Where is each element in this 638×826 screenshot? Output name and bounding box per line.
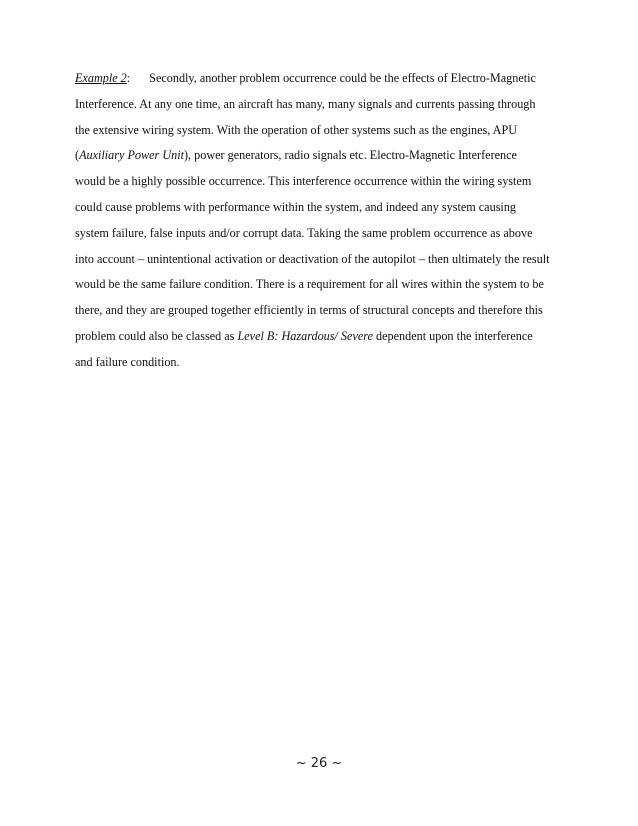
paragraph-line-7: system failure, false inputs and/or corrupt data. Taking the same problem occurrence as above [75,225,533,240]
example-label-colon: : [126,71,131,85]
paragraph-line-8: into account – unintentional activation or deactivation of the autopilot – then ultimately the result [75,251,550,266]
paragraph-line-5: would be a highly possible occurrence. This interference occurrence within the wiring system [75,174,532,189]
example-2-paragraph [75,66,575,376]
paragraph-line-12: and failure condition. [75,354,180,369]
apu-expansion: Auxiliary Power Unit [79,148,184,163]
open-paren: ( [75,148,80,163]
paragraph-line-6: could cause problems with performance within the system, and indeed any system causing [75,199,517,214]
paragraph-line-9: would be the same failure condition. There is a requirement for all wires within the system to be [75,277,544,292]
paragraph-line-10: there, and they are grouped together efficiently in terms of structural concepts and therefore this [75,303,543,318]
paragraph-line-11 [75,324,575,350]
hazard-level: Level B: Hazardous/ Severe [237,328,373,343]
paragraph-line-4 [75,143,575,169]
line-4-rest: ), power generators, radio signals etc. Electro-Magnetic Interference [184,148,517,163]
page-number: ~ 26 ~ [295,756,343,771]
line-11-after: dependent upon the interference [372,328,533,343]
paragraph-line-2: Interference. At any one time, an aircraft has many, many signals and currents passing through [75,96,536,111]
line-1-text: Secondly, another problem occurrence could be the effects of Electro-Magnetic [149,71,536,85]
line-11-before: problem could also be classed as [75,328,238,343]
example-label: Example 2 [75,71,127,85]
paragraph-line-1 [75,66,575,92]
paragraph-line-3: the extensive wiring system. With the operation of other systems such as the engines, APU [75,122,518,137]
